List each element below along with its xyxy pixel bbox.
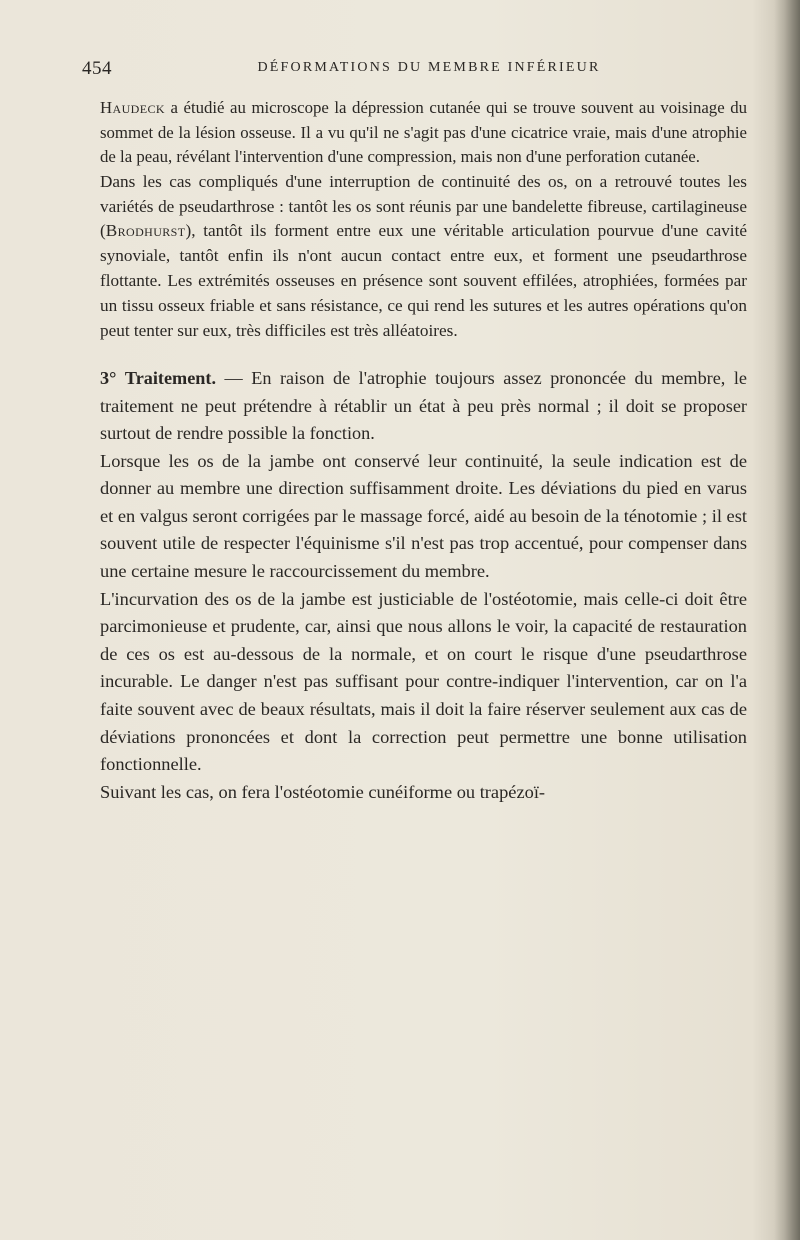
paragraph-text: ), tantôt ils forment entre eux une véritable articulation pourvue d'une cavité synoviale, tantôt enfin ils n'ont aucun contact entre eux, et forment une pseudarthrose flottante. Les extrémités osseuses en présence sont souvent effilées, atrophiées, formées par un tissu osseux friable et sans résistance, ce qui rend les sutures et les autres opérations qu'on peut tenter sur eux, très difficiles est très alléatoires. [100,221,747,340]
paragraph-text: a étudié au microscope la dépression cutanée qui se trouve souvent au voisinage du sommet de la lésion osseuse. Il a vu qu'il ne s'agit pas d'une cicatrice vraie, mais d'une atrophie de la peau, révélant l'intervention d'une compression, mais non d'une perforation cutanée. [100,98,747,167]
paragraph-1 [80,96,747,170]
page-number: 454 [82,58,112,79]
paragraph-6 [80,779,747,807]
section-heading-paragraph [80,365,747,447]
running-head [82,58,742,88]
body-text [80,96,747,806]
paragraph-5 [80,586,747,779]
section-number: 3° [100,368,117,389]
paragraph-text: Suivant les cas, on fera l'ostéotomie cunéiforme ou trapézoï- [100,781,546,802]
paragraph-2 [80,170,747,344]
author-name: Brodhurst [105,221,186,241]
author-name: Haudeck [100,98,165,117]
paragraph-text: Lorsque les os de la jambe ont conservé leur continuité, la seule indication est de donner au membre une direction suffisamment droite. Les déviations du pied en varus et en valgus seront corrigées par le massage forcé, aidé au besoin de la ténotomie ; il est souvent utile de respecter l'équinisme s'il n'est pas trop accentué, pour compenser dans une certaine mesure le raccourcissement du membre. [100,450,747,581]
paragraph-text: Dans les cas compliqués d'une interruption de continuité des os, on a retrouvé toutes les variétés de pseudarthrose : tantôt les os sont réunis par une bandelette fibreuse, cartilagineuse ( [100,171,747,241]
running-title: DÉFORMATIONS DU MEMBRE INFÉRIEUR [257,60,601,75]
paragraph-4 [80,448,747,586]
paragraph-text: L'incurvation des os de la jambe est justiciable de l'ostéotomie, mais celle-ci doit être parcimonieuse et prudente, car, ainsi que nous allons le voir, la capacité de restauration de ces os est au-dessous de la normale, et on court le risque d'une pseudarthrose incurable. Le danger n'est pas suffisant pour contre-indiquer l'intervention, car on l'a faite souvent avec de beaux résultats, mais il doit la faire réserver seulement aux cas de déviations prononcées et dont la correction peut permettre une bonne utilisation fonctionnelle. [100,588,747,775]
section-heading: Traitement. [124,368,216,389]
paragraph-text: — En raison de l'atrophie toujours assez prononcée du membre, le traitement ne peut prétendre à rétablir un état à peu près normal ; il doit se proposer surtout de rendre possible la fonction. [100,368,748,444]
page-edge-shadow [774,0,800,1240]
